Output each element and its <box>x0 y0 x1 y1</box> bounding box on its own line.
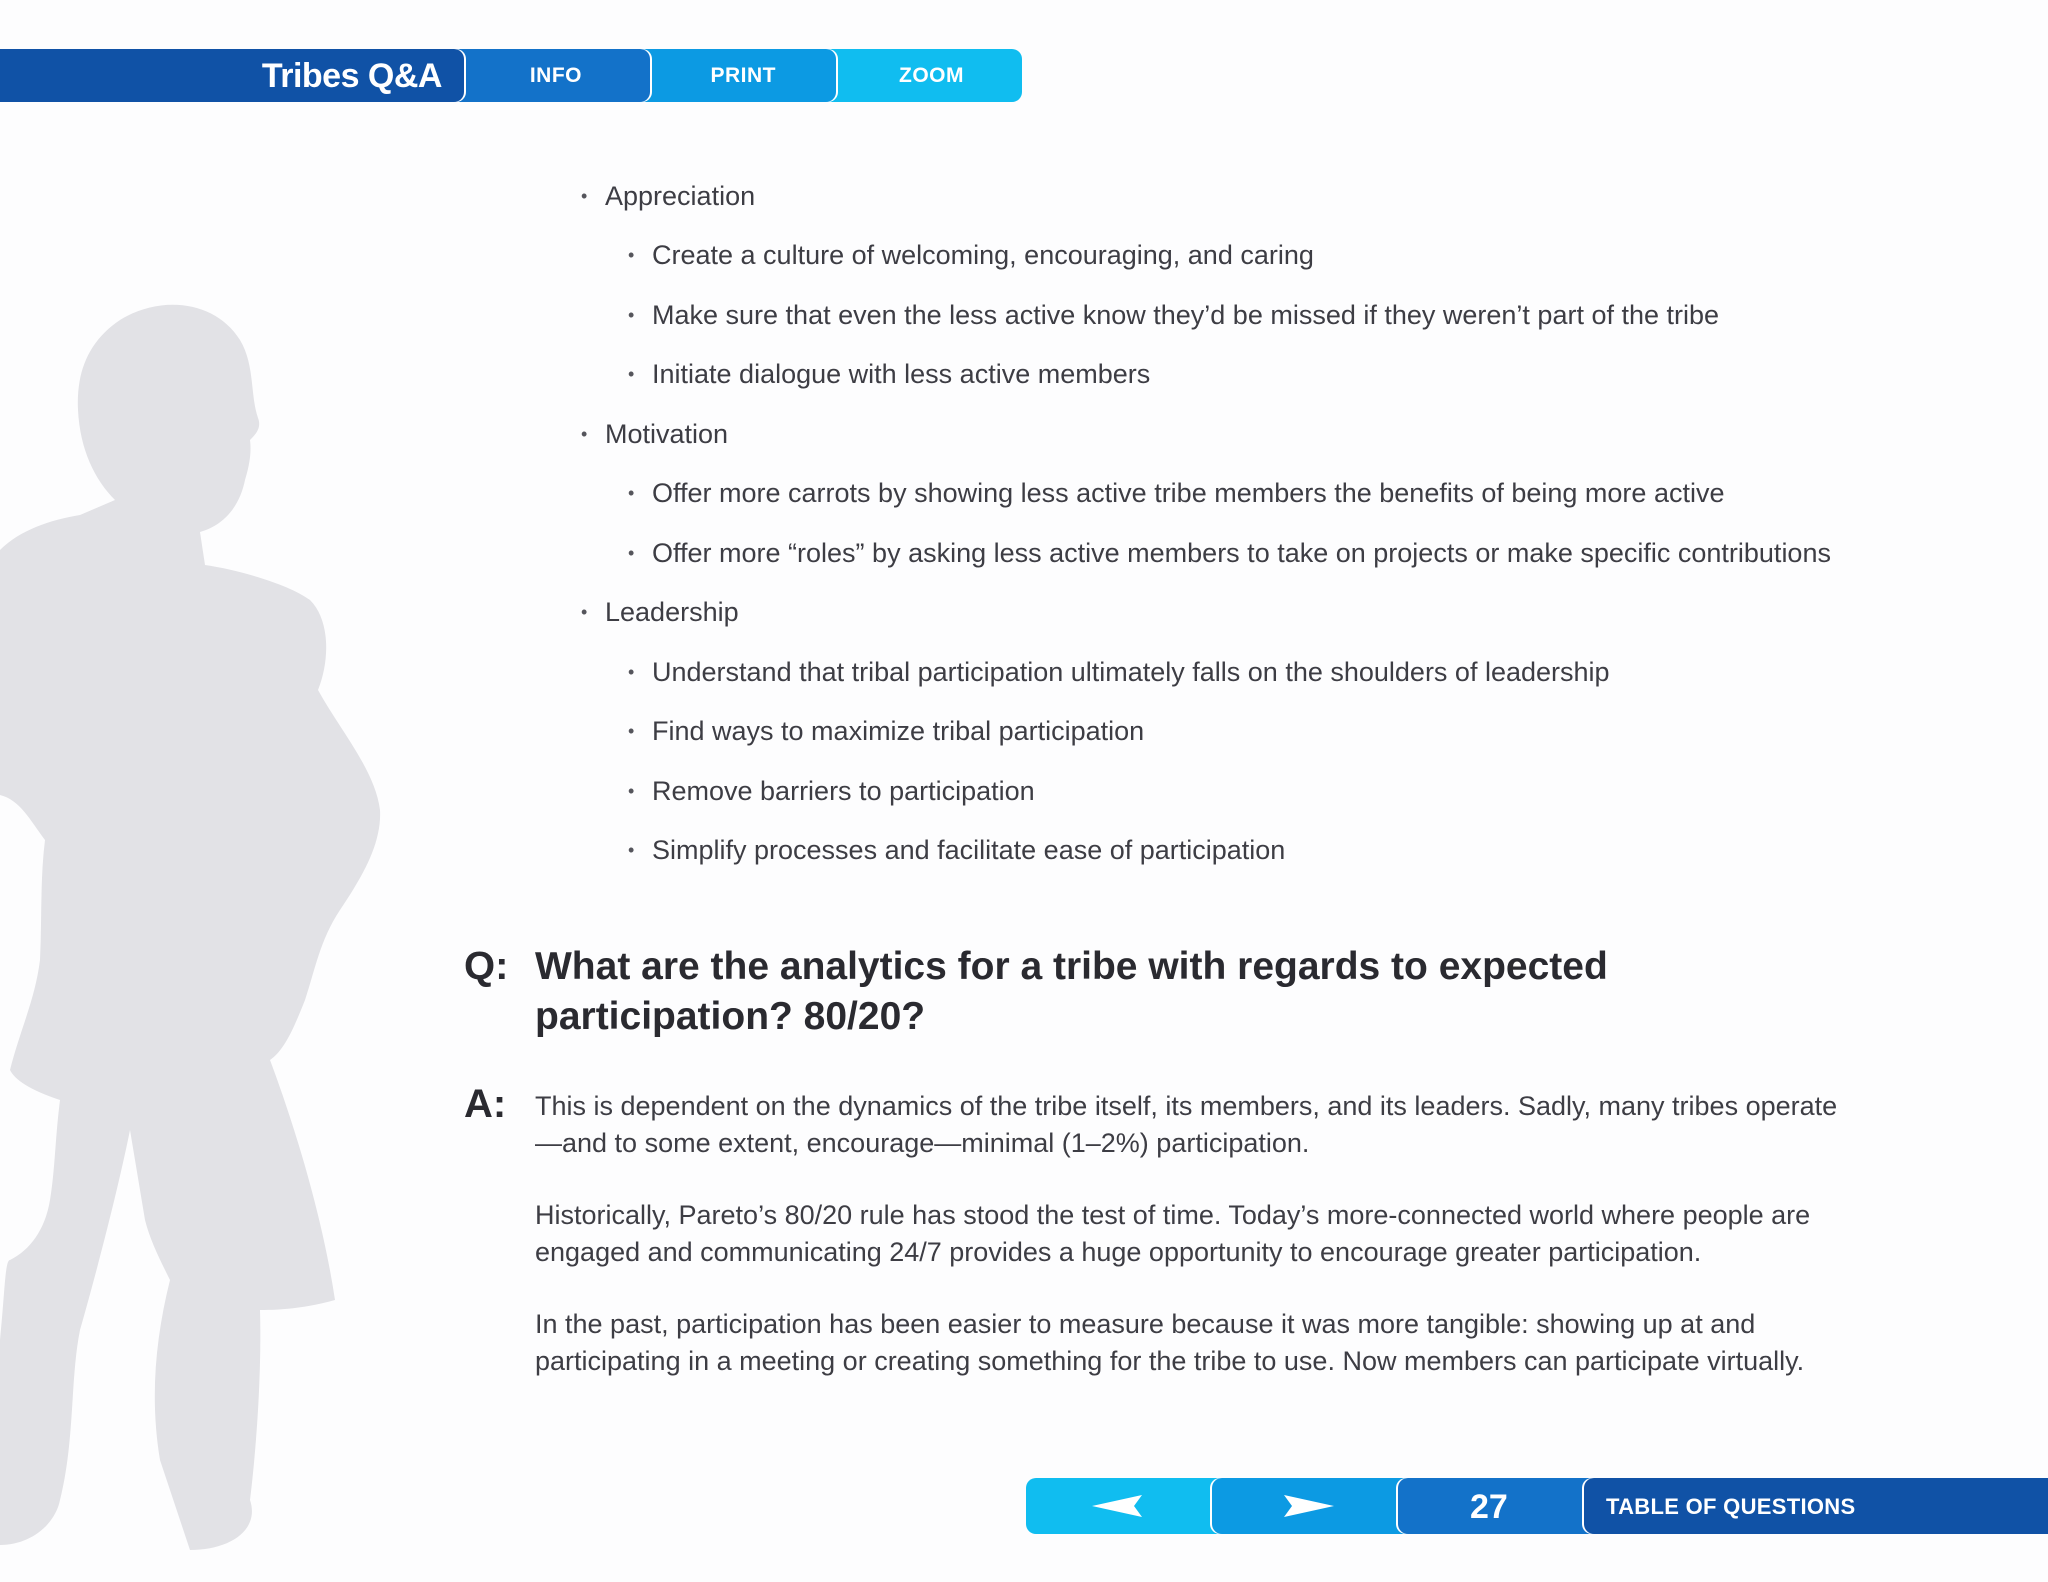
list-item: • Create a culture of welcoming, encouraging, and caring <box>628 240 1314 270</box>
woman-silhouette-image <box>0 300 400 1550</box>
answer-paragraph: This is dependent on the dynamics of the tribe itself, its members, and its leaders. Sadly, many tribes operate—and to some extent, encourage—minimal (1–2%) participation. <box>535 1091 1838 1158</box>
tab-print-label: PRINT <box>710 64 776 87</box>
brand-tab[interactable] <box>0 49 464 102</box>
list-item: • Understand that tribal participation ultimately falls on the shoulders of leadership <box>628 657 1610 687</box>
answer-paragraph: In the past, participation has been easier to measure because it was more tangible: showing up at and participating in a meeting or creating something for the tribe to use. Now members can participate virtually. <box>535 1309 1805 1376</box>
tab-zoom[interactable] <box>822 49 1022 102</box>
list-section-heading: • Motivation <box>581 419 729 449</box>
left-arrow-icon <box>1092 1495 1142 1517</box>
question-marker: Q: <box>464 944 509 988</box>
question-text: What are the analytics for a tribe with regards to expected participation? 80/20? <box>535 945 1608 1038</box>
bottom-nav <box>1026 1478 2048 1534</box>
tab-info-label: INFO <box>529 64 582 87</box>
tab-zoom-label: ZOOM <box>899 64 964 87</box>
table-of-questions-button[interactable] <box>1584 1478 2048 1534</box>
list-item: • Make sure that even the less active know they’d be missed if they weren’t part of the tribe <box>628 300 1720 330</box>
page-number: 27 <box>1470 1488 1508 1526</box>
answer-marker: A: <box>464 1082 507 1126</box>
list-item: • Remove barriers to participation <box>628 776 1035 806</box>
tab-print[interactable] <box>636 49 836 102</box>
list-item: • Simplify processes and facilitate ease of participation <box>628 835 1286 865</box>
answer-paragraph: Historically, Pareto’s 80/20 rule has stood the test of time. Today’s more-connected world where people are engaged and communicating 24/7 provides a huge opportunity to encourage greater participation. <box>535 1200 1811 1267</box>
tab-info[interactable] <box>450 49 650 102</box>
list-item: • Initiate dialogue with less active members <box>628 359 1151 389</box>
top-nav <box>0 49 1022 102</box>
list-item: • Offer more “roles” by asking less active members to take on projects or make specific contributions <box>628 538 1831 568</box>
right-arrow-icon <box>1284 1495 1334 1517</box>
list-item: • Find ways to maximize tribal participation <box>628 716 1145 746</box>
table-of-questions-label: TABLE OF QUESTIONS <box>1606 1494 1856 1519</box>
brand-title: Tribes Q&A <box>261 57 442 95</box>
list-section-heading: • Appreciation <box>581 181 756 211</box>
list-item: • Offer more carrots by showing less active tribe members the benefits of being more active <box>628 478 1725 508</box>
list-section-heading: • Leadership <box>581 597 739 627</box>
